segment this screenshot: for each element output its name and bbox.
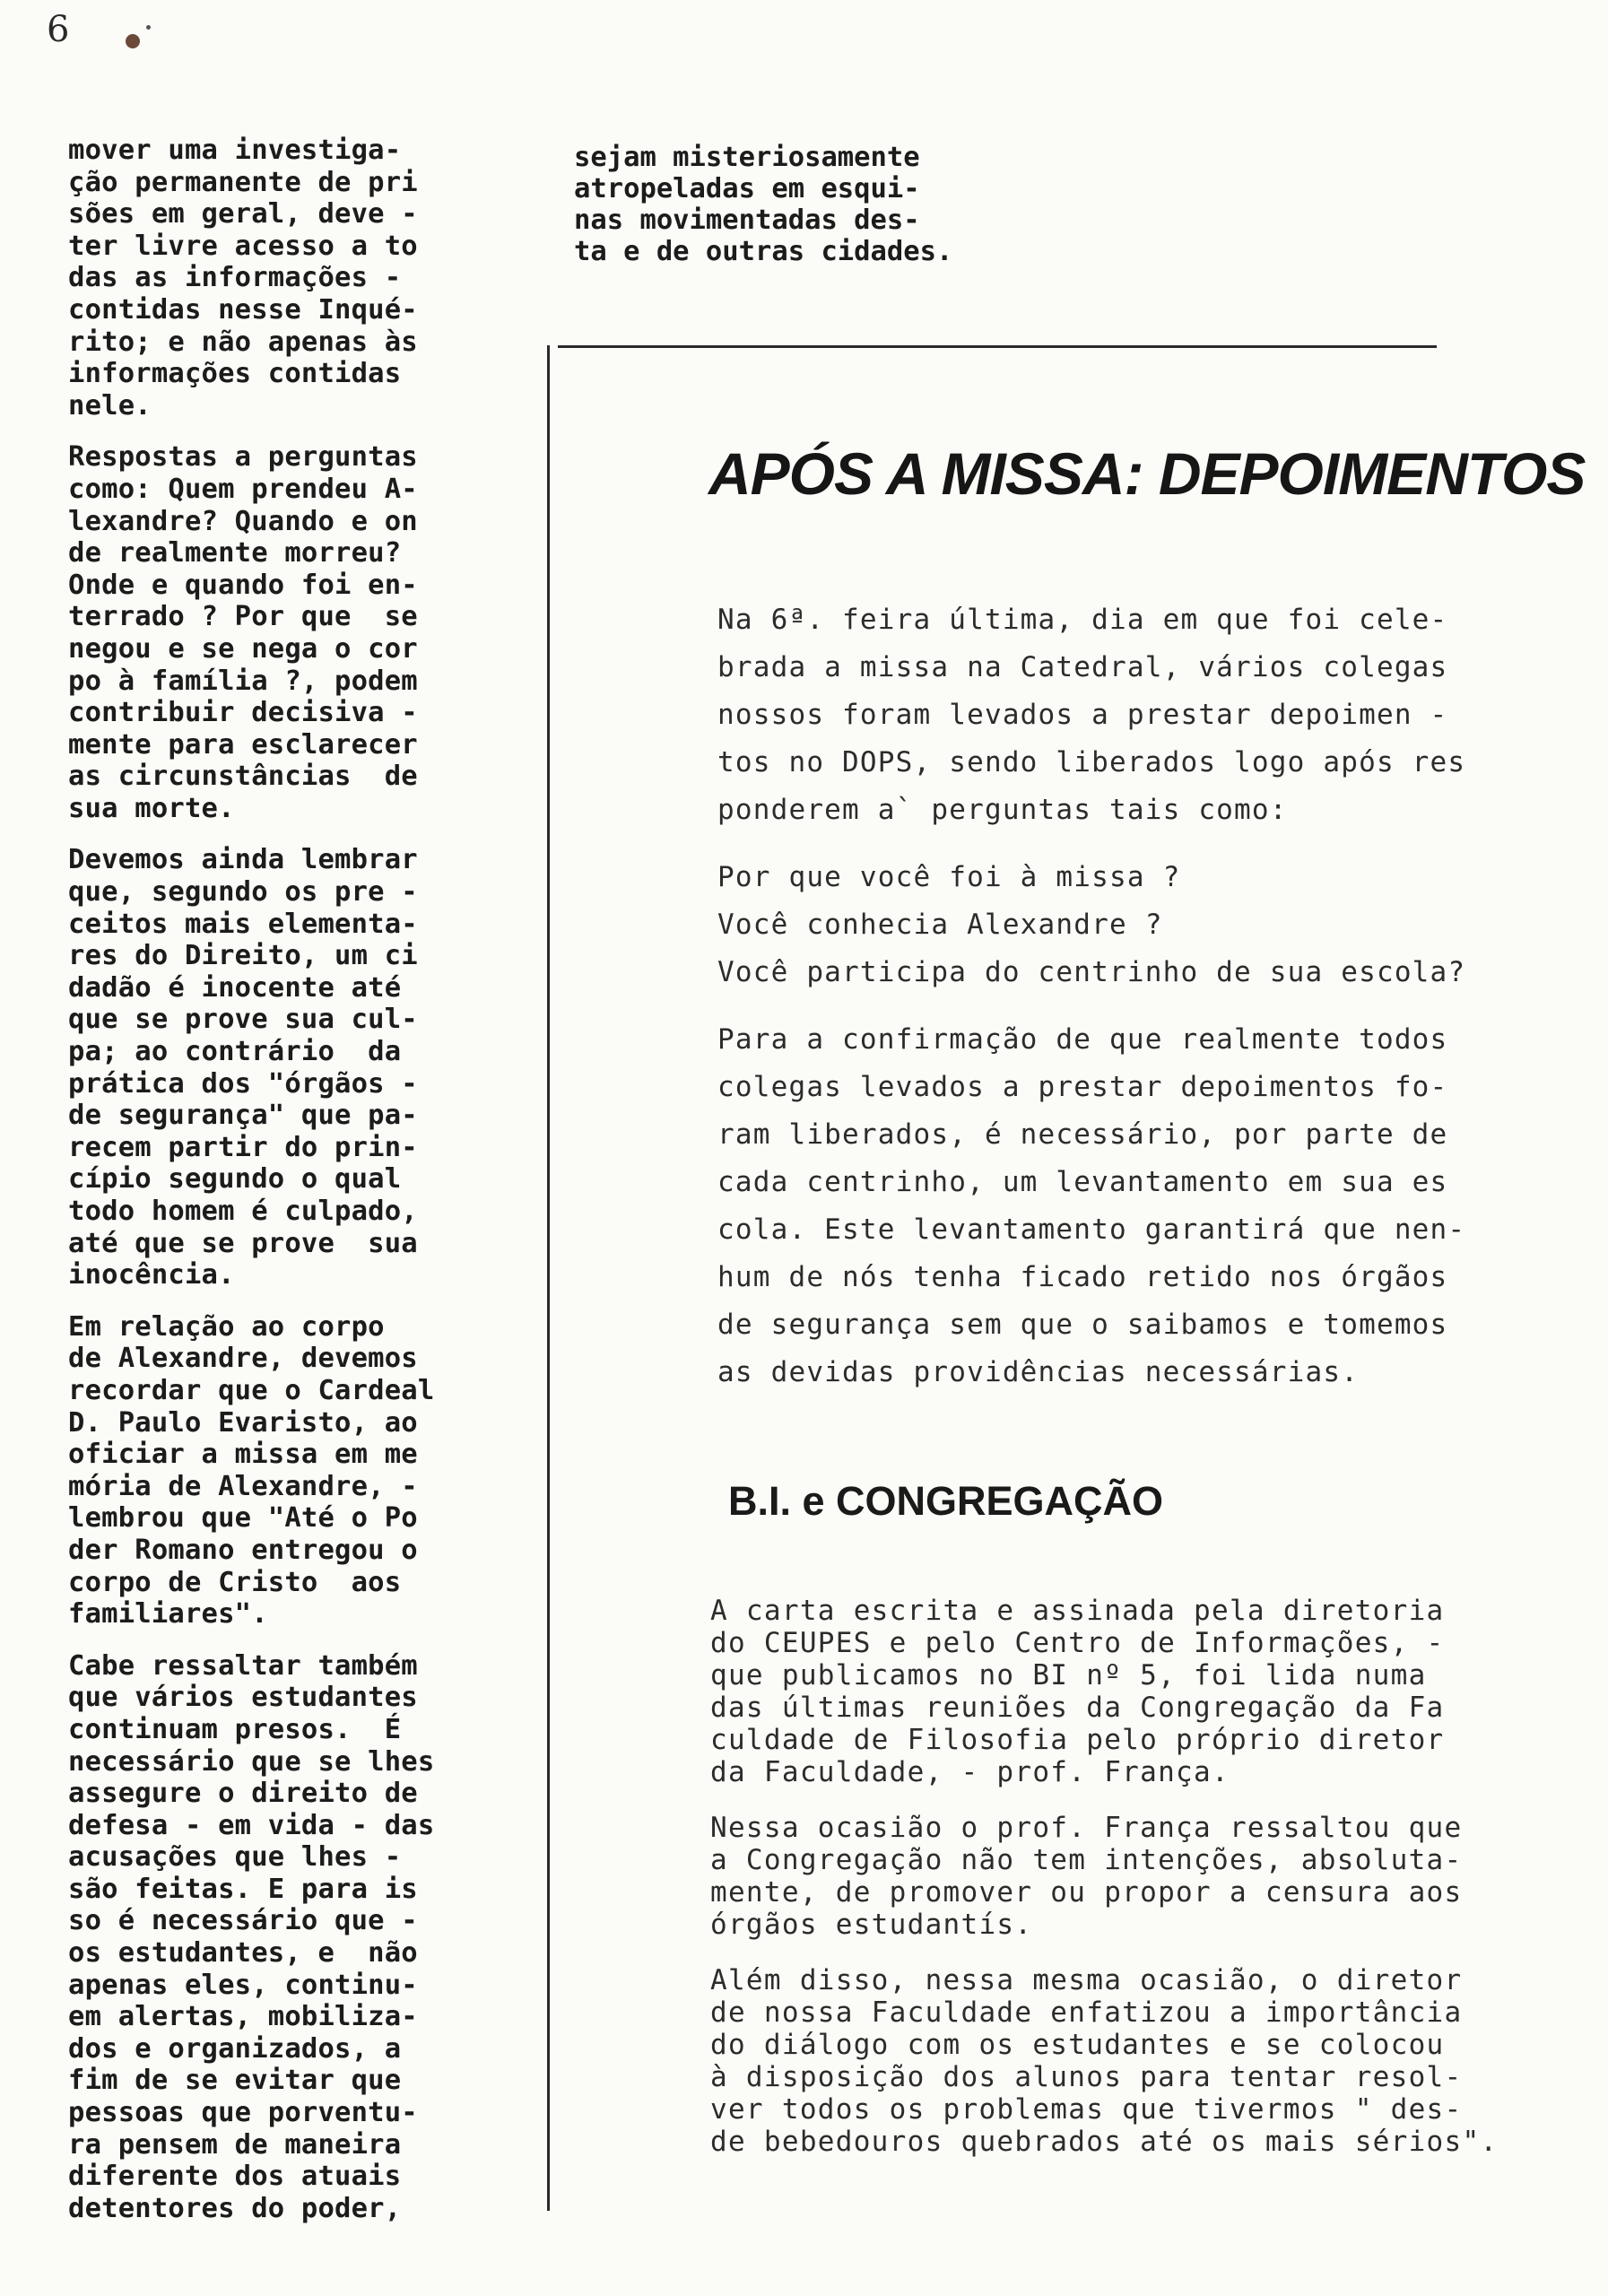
ink-speck [126, 34, 140, 48]
article-body [717, 596, 1560, 1416]
article-body [710, 1595, 1553, 2181]
left-paragraph: Em relação ao corpo de Alexandre, devemos recordar que o Cardeal D. Paulo Evaristo, ao oficiar a missa em me mória de Alexandre, - lembrou que "Até o Po der Romano entregou o corpo de Cristo aos familiares". [68, 1310, 435, 1631]
ink-speck [146, 25, 151, 30]
article-question-list: Por que você foi à missa ? Você conhecia Alexandre ? Você participa do centrinho de sua escola? [717, 861, 1466, 988]
page-number: 6 [47, 9, 70, 50]
box-top-rule [558, 345, 1437, 348]
continued-text [574, 142, 1058, 267]
article-headline: B.I. e CONGREGAÇÃO [728, 1478, 1164, 1524]
article-paragraph: Nessa ocasião o prof. França ressaltou que a Congregação não tem intenções, absoluta- mente, de promover ou propor a censura aos órgãos estudantís. [710, 1812, 1463, 1941]
article-paragraph: Além disso, nessa mesma ocasião, o diretor de nossa Faculdade enfatizou a importância do diálogo com os estudantes e se colocou à disposição dos alunos para tentar resol- ver todos os problemas que tivermos " des- de bebedouros quebrados até os mais sérios". [710, 1964, 1499, 2158]
article-headline: APÓS A MISSA: DEPOIMENTOS [708, 440, 1586, 507]
box-left-rule [547, 345, 550, 2211]
article-paragraph: Na 6ª. feira última, dia em que foi cele- brada a missa na Catedral, vários colegas nossos foram levados a prestar depoimen - tos no DOPS, sendo liberados logo após res ponderem a` perguntas tais como: [717, 604, 1466, 826]
article-paragraph: A carta escrita e assinada pela diretoria do CEUPES e pelo Centro de Informações, - que publicamos no BI nº 5, foi lida numa das últimas reuniões da Congregação da Fa culdade de Filosofia pelo próprio diretor da Faculdade, - prof. França. [710, 1595, 1445, 1788]
left-paragraph: mover uma investiga- ção permanente de pri sões em geral, deve - ter livre acesso a to das as informações - contidas nesse Inqué- rito; e não apenas às informações contidas nele. [68, 135, 418, 422]
left-paragraph: Devemos ainda lembrar que, segundo os pre - ceitos mais elementa- res do Direito, um ci dadão é inocente até que se prove sua cul- pa; ao contrário da prática dos "órgãos - de segurança" que pa- recem partir do prin- cípio segundo o qual todo homem é culpado, até que se prove sua inocência. [68, 844, 418, 1292]
left-column [68, 135, 499, 2244]
continued-paragraph: sejam misteriosamente atropeladas em esqui- nas movimentadas des- ta e de outras cidades. [574, 142, 953, 267]
left-paragraph: Cabe ressaltar também que vários estudantes continuam presos. É necessário que se lhes assegure o direito de defesa - em vida - das acusações que lhes - são feitas. E para is so é necessário que - os estudantes, e não apenas eles, continu- em alertas, mobiliza- dos e organizados, a fim de se evitar que pessoas que porventu- ra pensem de maneira diferente dos atuais detentores do poder, [68, 1649, 435, 2224]
article-paragraph: Para a confirmação de que realmente todos colegas levados a prestar depoimentos fo- ram liberados, é necessário, por parte de cada centrinho, um levantamento em sua es cola. Este levantamento garantirá que nen- hum de nós tenha ficado retido nos órgãos de segurança sem que o saibamos e tomemos as devidas providências necessárias. [717, 1023, 1466, 1388]
left-paragraph: Respostas a perguntas como: Quem prendeu A- lexandre? Quando e on de realmente morreu? Onde e quando foi en- terrado ? Por que se negou e se nega o cor po à família ?, podem contribuir decisiva - mente para esclarecer as circunstâncias de sua morte. [68, 441, 418, 824]
